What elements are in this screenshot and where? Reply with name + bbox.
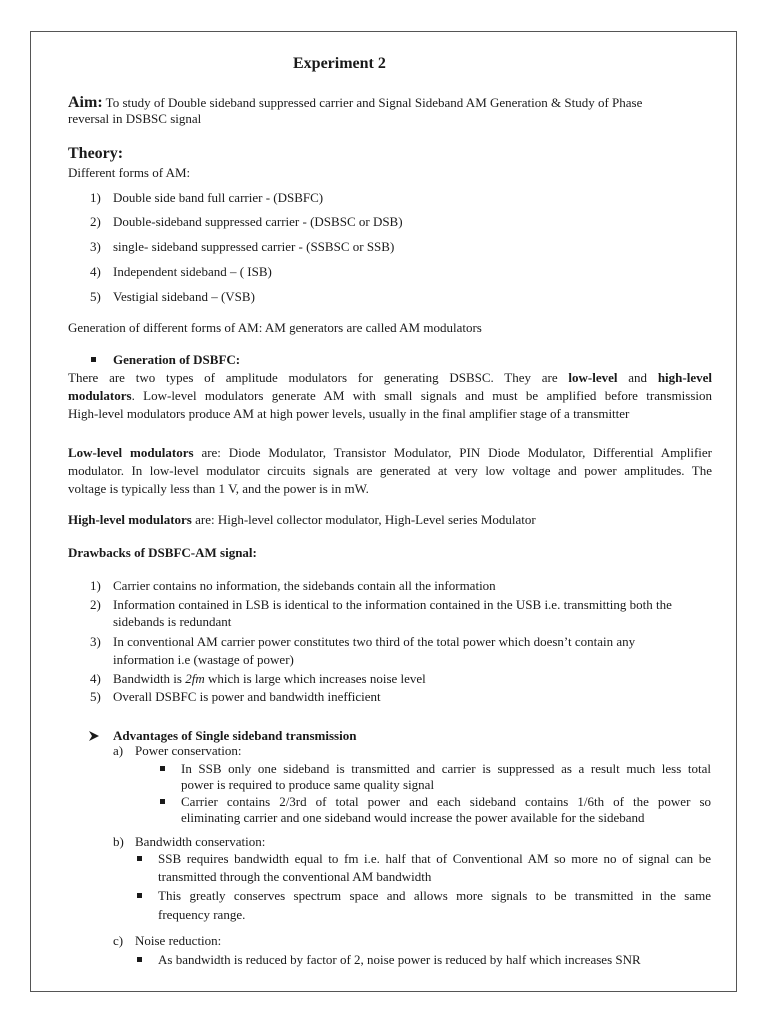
bullet-square-icon bbox=[137, 893, 142, 898]
adv-c1-line-1: As bandwidth is reduced by factor of 2, noise power is reduced by half which increases SNR bbox=[158, 952, 641, 967]
drawback-num-5: 5) bbox=[90, 689, 101, 704]
drawback-num-3: 3) bbox=[90, 634, 101, 649]
dsbfc-heading: Generation of DSBFC: bbox=[113, 352, 241, 367]
arrow-bullet-icon bbox=[89, 731, 99, 741]
bullet-square-icon bbox=[137, 957, 142, 962]
drawback-text-1: Carrier contains no information, the sidebands contain all the information bbox=[113, 578, 496, 593]
aim-label: Aim: bbox=[68, 94, 103, 111]
adv-b1-line-1: SSB requires bandwidth equal to fm i.e. half that of Conventional AM so more no of signal can be bbox=[158, 851, 711, 866]
dsbfc-para-line-1: There are two types of amplitude modulators for generating DSBSC. They are low-level and high-level bbox=[68, 370, 712, 385]
drawback-text-5: Overall DSBFC is power and bandwidth inefficient bbox=[113, 689, 381, 704]
form-text-5: Vestigial sideband – (VSB) bbox=[113, 289, 255, 304]
drawback-text-3: In conventional AM carrier power constitutes two third of the total power which doesn’t contain any bbox=[113, 634, 636, 649]
adv-a-label: a) bbox=[113, 743, 124, 758]
document-title: Experiment 2 bbox=[293, 55, 386, 72]
drawback-text-4: Bandwidth is 2fm which is large which increases noise level bbox=[113, 671, 426, 686]
low-level-line-1: Low-level modulators are: Diode Modulator, Transistor Modulator, PIN Diode Modulator, Differential Amplifier bbox=[68, 445, 712, 460]
dsbfc-para-line-3: High-level modulators produce AM at high power levels, usually in the final amplifier stage of a transmitter bbox=[68, 406, 630, 421]
adv-a2-line-2: eliminating carrier and one sideband would increase the power available for the sideband bbox=[181, 810, 645, 825]
bullet-square-icon bbox=[160, 799, 165, 804]
aim-text-1: To study of Double sideband suppressed carrier and Signal Sideband AM Generation & Study of Phase bbox=[105, 95, 643, 110]
adv-a2-line-1: Carrier contains 2/3rd of total power and each sideband contains 1/6th of the power so bbox=[181, 794, 711, 809]
theory-intro: Different forms of AM: bbox=[68, 165, 191, 180]
adv-b2-line-2: frequency range. bbox=[158, 907, 246, 922]
adv-c-text: Noise reduction: bbox=[135, 933, 222, 948]
adv-b-text: Bandwidth conservation: bbox=[135, 834, 266, 849]
form-num-2: 2) bbox=[90, 214, 101, 229]
theory-heading: Theory: bbox=[68, 145, 124, 162]
form-num-3: 3) bbox=[90, 239, 101, 254]
advantages-heading: Advantages of Single sideband transmission bbox=[113, 728, 357, 743]
form-num-5: 5) bbox=[90, 289, 101, 304]
drawback-text-2b: sidebands is redundant bbox=[113, 614, 232, 629]
drawback-num-4: 4) bbox=[90, 671, 101, 686]
bullet-square-icon bbox=[160, 766, 165, 771]
form-text-3: single- sideband suppressed carrier - (SSBSC or SSB) bbox=[113, 239, 395, 254]
drawback-text-2: Information contained in LSB is identical to the information contained in the USB i.e. transmitting both the bbox=[113, 597, 672, 612]
high-level-line: High-level modulators are: High-level collector modulator, High-Level series Modulator bbox=[68, 512, 536, 527]
form-text-2: Double-sideband suppressed carrier - (DSBSC or DSB) bbox=[113, 214, 403, 229]
aim-text-2: reversal in DSBSC signal bbox=[68, 111, 202, 126]
form-text-4: Independent sideband – ( ISB) bbox=[113, 264, 272, 279]
dsbfc-para-line-2: modulators. Low-level modulators generate AM with small signals and must be amplified before transmission bbox=[68, 388, 712, 403]
adv-a1-line-2: power is required to produce same quality signal bbox=[181, 777, 435, 792]
bullet-square-icon bbox=[91, 357, 96, 362]
drawbacks-heading: Drawbacks of DSBFC-AM signal: bbox=[68, 545, 257, 560]
adv-c-label: c) bbox=[113, 933, 124, 948]
low-level-line-2: modulator. In low-level modulator circuits signals are generated at very low voltage and power amplitudes. The bbox=[68, 463, 712, 478]
form-num-4: 4) bbox=[90, 264, 101, 279]
adv-a-text: Power conservation: bbox=[135, 743, 242, 758]
bullet-square-icon bbox=[137, 856, 142, 861]
drawback-text-3b: information i.e (wastage of power) bbox=[113, 652, 294, 667]
drawback-num-1: 1) bbox=[90, 578, 101, 593]
form-text-1: Double side band full carrier - (DSBFC) bbox=[113, 190, 324, 205]
adv-b1-line-2: transmitted through the conventional AM bandwidth bbox=[158, 869, 432, 884]
adv-b2-line-1: This greatly conserves spectrum space and allows more signals to be transmitted in the same bbox=[158, 888, 711, 903]
adv-a1-line-1: In SSB only one sideband is transmitted and carrier is suppressed as a result much less total bbox=[181, 761, 711, 776]
form-num-1: 1) bbox=[90, 190, 101, 205]
generation-text: Generation of different forms of AM: AM generators are called AM modulators bbox=[68, 320, 482, 335]
adv-b-label: b) bbox=[113, 834, 124, 849]
low-level-line-3: voltage is typically less than 1 V, and the power is in mW. bbox=[68, 481, 369, 496]
drawback-num-2: 2) bbox=[90, 597, 101, 612]
